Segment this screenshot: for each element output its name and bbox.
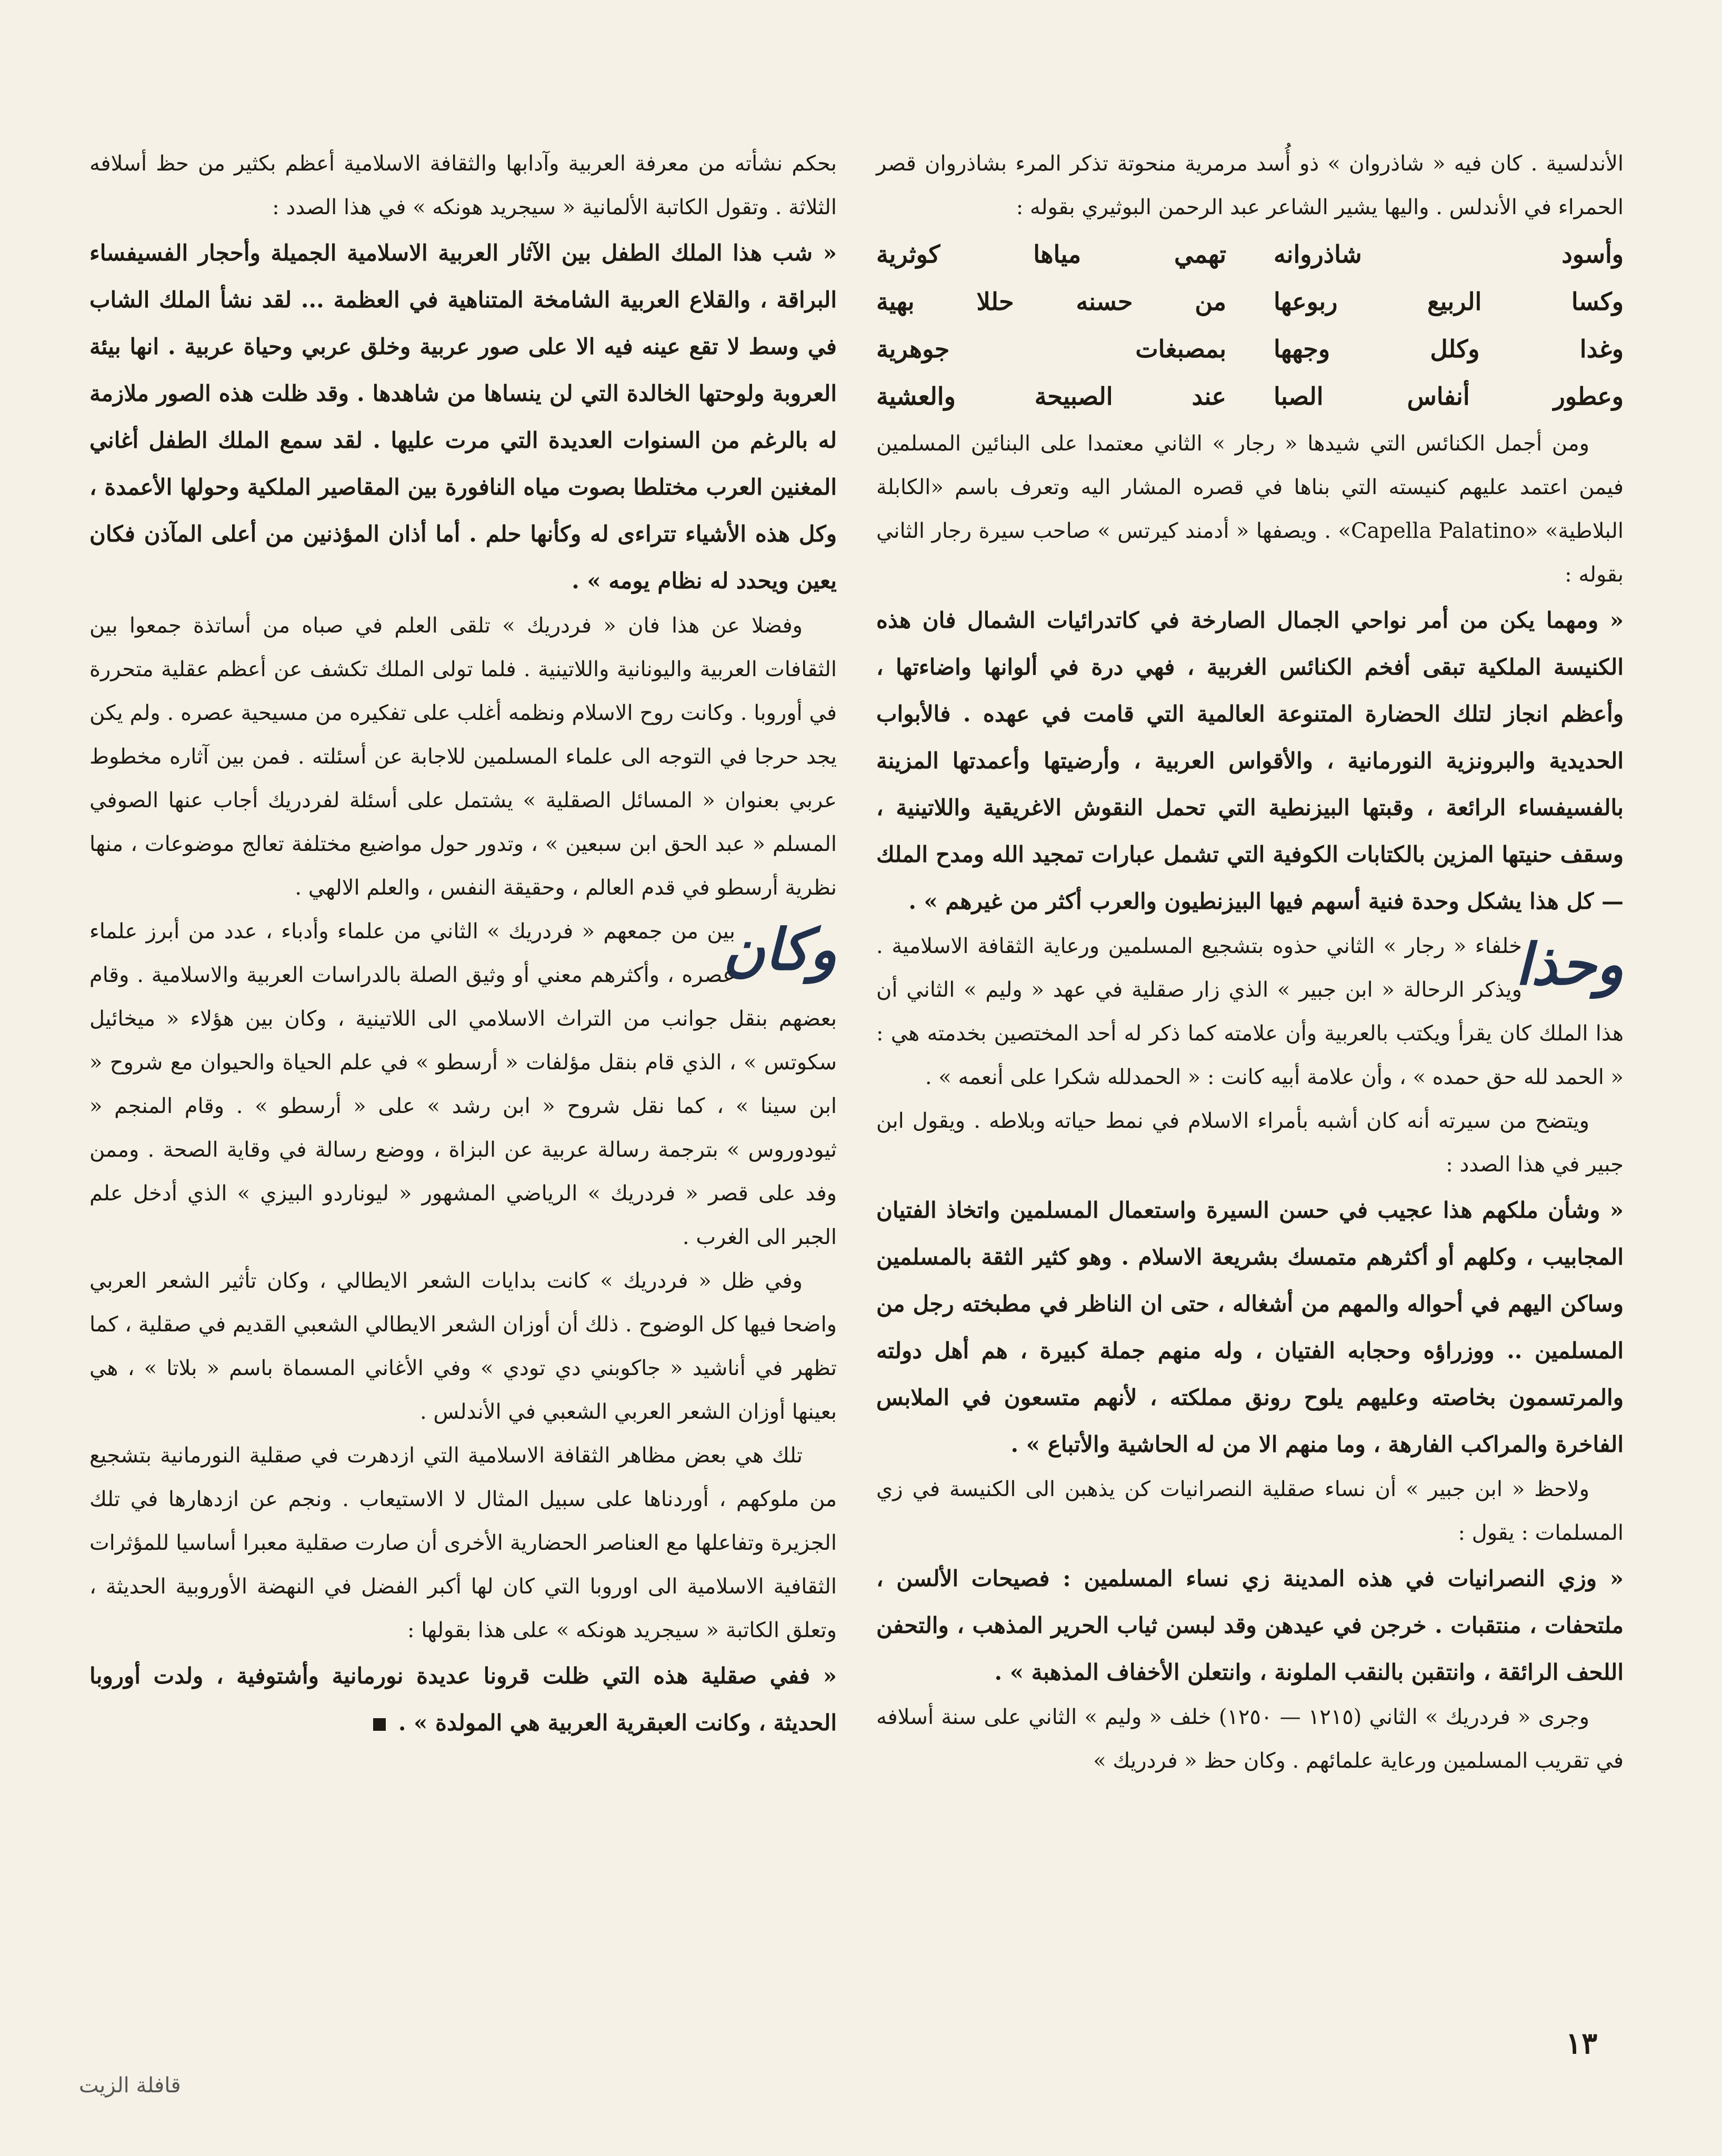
paragraph-text: ومن أجمل الكنائس التي شيدها « رجار » الثاني معتمدا على البنائين المسلمين فيمن اعتمد عليهم كنيسته التي بناها في قصره المشار اليه وتعرف باسم «الكابلة البلاطية» « <box>876 432 1624 543</box>
poem-hemistich: من حسنه حللا بهية <box>876 287 1226 316</box>
poem <box>876 230 1624 420</box>
paragraph: ويتضح من سيرته أنه كان أشبه بأمراء الاسلام في نمط حياته وبلاطه . ويقول ابن جبير في هذا الصدد : <box>876 1109 1624 1177</box>
page-number: ١٣ <box>1566 2026 1598 2061</box>
block-quote: « وشأن ملكهم هذا عجيب في حسن السيرة واستعمال المسلمين واتخاذ الفتيان المجابيب ، وكلهم أو أكثرهم متمسك بشريعة الاسلام . وهو كثير الثقة بالمسلمين وساكن اليهم في أحواله والمهم من أشغاله ، حتى ان الناظر في مطبخته رجل من المسلمين .. ووزراؤه وحجابه الفتيان ، وله منهم جملة كبيرة ، هم أهل دولته والمرتسمون بخاصته وعليهم يلوح رونق مملكته ، لأنهم متسعون في الملابس الفاخرة والمراكب الفارهة ، وما منهم الا من له الحاشية والأتباع » . <box>876 1197 1624 1457</box>
dropcap-paragraph <box>876 925 1624 1099</box>
dropcap-word: وحذا <box>1515 931 1624 998</box>
poem-hemistich: وغدا وكلل وجهها <box>1274 335 1624 363</box>
poem-hemistich: عند الصبيحة والعشية <box>876 382 1226 410</box>
poem-hemistich: وعطور أنفاس الصبا <box>1274 382 1624 410</box>
block-quote: « شب هذا الملك الطفل بين الآثار العربية الاسلامية الجميلة وأحجار الفسيفساء البراقة ، والقلاع العربية الشامخة المتناهية في العظمة ... لقد نشأ الملك الشاب في وسط لا تقع عينه فيه الا على صور عربية وخلق عربي وحياة عربية . انها بيئة العروبة ولوحتها الخالدة التي لن ينساها من شاهدها . وقد ظلت هذه الصور ملازمة له بالرغم من السنوات العديدة التي مرت عليها . لقد سمع الملك الطفل أغاني المغنين العرب مختلطا بصوت مياه النافورة بين المقاصير الملكية وحولها الأعمدة ، وكل هذه الأشياء تتراءى له وكأنها حلم . أما أذان المؤذنين من أعلى المآذن فكان يعين ويحدد له نظام يومه » . <box>89 240 837 594</box>
poem-hemistich: وكسا الربيع ربوعها <box>1274 287 1624 316</box>
paragraph: خلفاء « رجار » الثاني حذوه بتشجيع المسلمين ورعاية الثقافة الاسلامية . ويذكر الرحالة « ابن جبير » الذي زار صقلية في عهد « وليم » الثاني أن هذا الملك كان يقرأ ويكتب بالعربية وأن علامته كما ذكر له أحد المختصين بخدمته هي : « الحمد لله حق حمده » ، وأن علامة أبيه كانت : « الحمدلله شكرا على أنعمه » . <box>876 934 1624 1089</box>
block-quote: « ومهما يكن من أمر نواحي الجمال الصارخة في كاتدرائيات الشمال فان هذه الكنيسة الملكية تبقى أفخم الكنائس الغربية ، فهي درة في ألوانها واضاءتها ، وأعظم انجاز لتلك الحضارة المتنوعة العالمية التي قامت في عهده . فالأبواب الحديدية والبرونزية النورمانية ، والأقواس العربية ، وأرضيتها وأعمدتها المزينة بالفسيفساء الرائعة ، وقبتها البيزنطية التي تحمل النقوش الاغريقية واللاتينية ، وسقف حنيتها المزين بالكتابات الكوفية التي تشمل عبارات تمجيد الله ومدح الملك — كل هذا يشكل وحدة فنية أسهم فيها البيزنطيون والعرب أكثر من غيرهم » . <box>876 607 1624 914</box>
paragraph: ولاحظ « ابن جبير » أن نساء صقلية النصرانيات كن يذهبن الى الكنيسة في زي المسلمات : يقول : <box>876 1477 1624 1545</box>
left-column <box>89 142 837 1746</box>
poem-hemistich: بمصبغات جوهرية <box>876 335 1226 363</box>
paragraph: بحكم نشأته من معرفة العربية وآدابها والثقافة الاسلامية أعظم بكثير من حظ أسلافه الثلاثة . وتقول الكاتبة الألمانية « سيجريد هونكه » في هذا الصدد : <box>89 152 837 219</box>
paragraph: وجرى « فردريك » الثاني (١٢١٥ — ١٢٥٠) خلف « وليم » الثاني على سنة أسلافه في تقريب المسلمين ورعاية علمائهم . وكان حظ « فردريك » <box>876 1705 1624 1773</box>
dropcap-paragraph <box>89 910 837 1259</box>
right-column <box>876 142 1624 1783</box>
paragraph: وفضلا عن هذا فان « فردريك » تلقى العلم في صباه من أساتذة جمعوا بين الثقافات العربية واليونانية واللاتينية . فلما تولى الملك تكشف عن أعظم عقلية متحررة في أوروبا . وكانت روح الاسلام ونظمه أغلب على تفكيره من مسيحية عصره . ولم يكن يجد حرجا في التوجه الى علماء المسلمين للاجابة عن أسئلته . فمن بين آثاره مخطوط عربي بعنوان « المسائل الصقلية » يشتمل على أسئلة لفردريك أجاب عنها الصوفي المسلم « عبد الحق ابن سبعين » ، وتدور حول مواضيع مختلفة تعالج موضوعات ، منها نظرية أرسطو في قدم العالم ، وحقيقة النفس ، والعلم الالهي . <box>89 614 837 900</box>
paragraph: الأندلسية . كان فيه « شاذروان » ذو أُسد مرمرية منحوتة تذكر المرء بشاذروان قصر الحمراء في الأندلس . واليها يشير الشاعر عبد الرحمن البوثيري بقوله : <box>876 152 1624 219</box>
dropcap-word: وكان <box>723 917 837 983</box>
paragraph <box>876 422 1624 597</box>
paragraph: وفي ظل « فردريك » كانت بدايات الشعر الايطالي ، وكان تأثير الشعر العربي واضحا فيها كل الوضوح . ذلك أن أوزان الشعر الايطالي الشعبي القديم في صقلية ، كما تظهر في أناشيد « جاكوبني دي تودي » وفي الأغاني المسماة باسم « بلاتا » ، هي بعينها أوزان الشعر العربي الشعبي في الأندلس . <box>89 1269 837 1424</box>
magazine-name: قافلة الزيت <box>79 2073 181 2098</box>
poem-hemistich: تهمي مياها كوثرية <box>876 240 1226 268</box>
block-quote: « وزي النصرانيات في هذه المدينة زي نساء المسلمين : فصيحات الألسن ، ملتحفات ، منتقبات . خرجن في عيدهن وقد لبسن ثياب الحرير المذهب ، والتحفن اللحف الرائقة ، وانتقبن بالنقب الملونة ، وانتعلن الأخفاف المذهبة » . <box>876 1566 1624 1685</box>
end-mark-icon <box>373 1718 386 1731</box>
poem-hemistich: وأسود شاذروانه <box>1274 240 1624 268</box>
block-quote <box>89 1652 837 1746</box>
paragraph: بين من جمعهم « فردريك » الثاني من علماء وأدباء ، عدد من أبرز علماء عصره ، وأكثرهم معني أو وثيق الصلة بالدراسات العربية والاسلامية . وقام بعضهم بنقل جوانب من التراث الاسلامي الى اللاتينية ، وكان بين هؤلاء « ميخائيل سكوتس » ، الذي قام بنقل مؤلفات « أرسطو » في علم الحياة والحيوان مع شروح « ابن سينا » ، كما نقل شروح « ابن رشد » على « أرسطو » . وقام المنجم « ثيودوروس » بترجمة رسالة عربية عن البزاة ، ووضع رسالة في وقاية الصحة . وممن وفد على قصر « فردريك » الرياضي المشهور « ليوناردو البيزي » الذي أدخل علم الجبر الى الغرب . <box>89 919 837 1249</box>
quote-text: « ففي صقلية هذه التي ظلت قرونا عديدة نورمانية وأشتوفية ، ولدت أوروبا الحديثة ، وكانت العبقرية العربية هي المولدة » . <box>89 1663 837 1736</box>
paragraph-text: » . ويصفها « أدمند كيرتس » صاحب سيرة رجار الثاني بقوله : <box>876 519 1624 587</box>
paragraph: تلك هي بعض مظاهر الثقافة الاسلامية التي ازدهرت في صقلية النورمانية بتشجيع من ملوكهم ، أوردناها على سبيل المثال لا الاستيعاب . ونجم عن ازدهارها في تلك الجزيرة وتفاعلها مع العناصر الحضارية الأخرى أن صارت صقلية معبرا أساسيا للمؤثرات الثقافية الاسلامية الى اوروبا التي كان لها أكبر الفضل في النهضة الأوروبية الحديثة ، وتعلق الكاتبة « سيجريد هونكه » على هذا بقولها : <box>89 1443 837 1642</box>
latin-term: Capella Palatino <box>1351 519 1525 543</box>
